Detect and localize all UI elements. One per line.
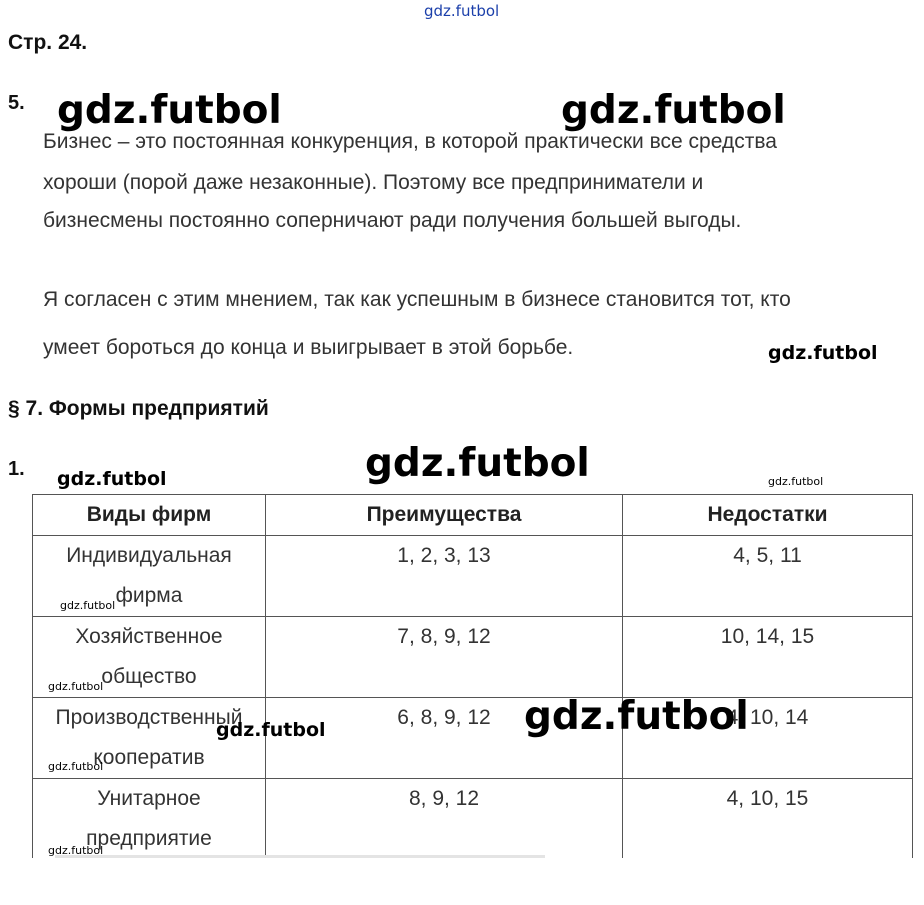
disadvantages-cell: 4, 10, 14 — [623, 698, 913, 779]
task-5-line-5: умеет бороться до конца и выигрывает в этой борьбе. — [43, 336, 574, 359]
table-row — [33, 698, 913, 779]
page-title: Стр. 24. — [8, 31, 88, 54]
watermark-top: gdz.futbol — [424, 2, 500, 20]
watermark: gdz.futbol — [48, 680, 104, 693]
header-advantages: Преимущества — [266, 495, 623, 536]
watermark: gdz.futbol — [365, 441, 590, 486]
header-disadvantages: Недостатки — [623, 495, 913, 536]
firm-type-line-1: Индивидуальная — [66, 544, 232, 567]
watermark: gdz.futbol — [524, 694, 749, 739]
firm-type-line-1: Унитарное — [97, 787, 201, 810]
watermark: gdz.futbol — [561, 88, 786, 133]
watermark: gdz.futbol — [768, 475, 824, 488]
firm-type-line-1: Производственный — [55, 706, 243, 729]
task-5-line-2: хороши (порой даже незаконные). Поэтому все предприниматели и — [43, 171, 704, 194]
task-5-line-1: Бизнес – это постоянная конкуренция, в которой практически все средства — [43, 130, 777, 153]
header-firm-types: Виды фирм — [33, 495, 266, 536]
watermark: gdz.futbol — [60, 599, 116, 612]
advantages-cell: 6, 8, 9, 12 — [266, 698, 623, 779]
watermark: gdz.futbol — [768, 342, 878, 364]
firm-type-line-2: фирма — [115, 584, 183, 607]
watermark: gdz.futbol — [57, 468, 167, 490]
watermark: gdz.futbol — [57, 88, 282, 133]
watermark: gdz.futbol — [48, 844, 104, 857]
task-5-line-4: Я согласен с этим мнением, так как успешным в бизнесе становится тот, кто — [43, 288, 791, 311]
firm-type-line-2: предприятие — [86, 827, 212, 850]
advantages-cell: 8, 9, 12 — [266, 779, 623, 860]
section-title: § 7. Формы предприятий — [8, 397, 269, 420]
disadvantages-cell: 4, 5, 11 — [623, 536, 913, 617]
watermark: gdz.futbol — [48, 760, 104, 773]
advantages-cell: 1, 2, 3, 13 — [266, 536, 623, 617]
disadvantages-cell: 10, 14, 15 — [623, 617, 913, 698]
advantages-cell: 7, 8, 9, 12 — [266, 617, 623, 698]
firm-type-line-2: кооператив — [93, 746, 205, 769]
watermark: gdz.futbol — [216, 719, 326, 741]
table-row — [33, 536, 913, 617]
firm-type-line-1: Хозяйственное — [75, 625, 223, 648]
page-cutoff — [0, 858, 924, 905]
task-5-line-3: бизнесмены постоянно соперничают ради получения большей выгоды. — [43, 209, 742, 232]
table-row — [33, 617, 913, 698]
task-1-number: 1. — [8, 458, 25, 480]
cutoff-text-remnant — [55, 855, 545, 858]
firm-type-line-2: общество — [101, 665, 197, 688]
firm-forms-table — [32, 494, 913, 860]
table-row — [33, 779, 913, 860]
table-header-row — [33, 495, 913, 536]
task-5-number: 5. — [8, 92, 25, 114]
disadvantages-cell: 4, 10, 15 — [623, 779, 913, 860]
